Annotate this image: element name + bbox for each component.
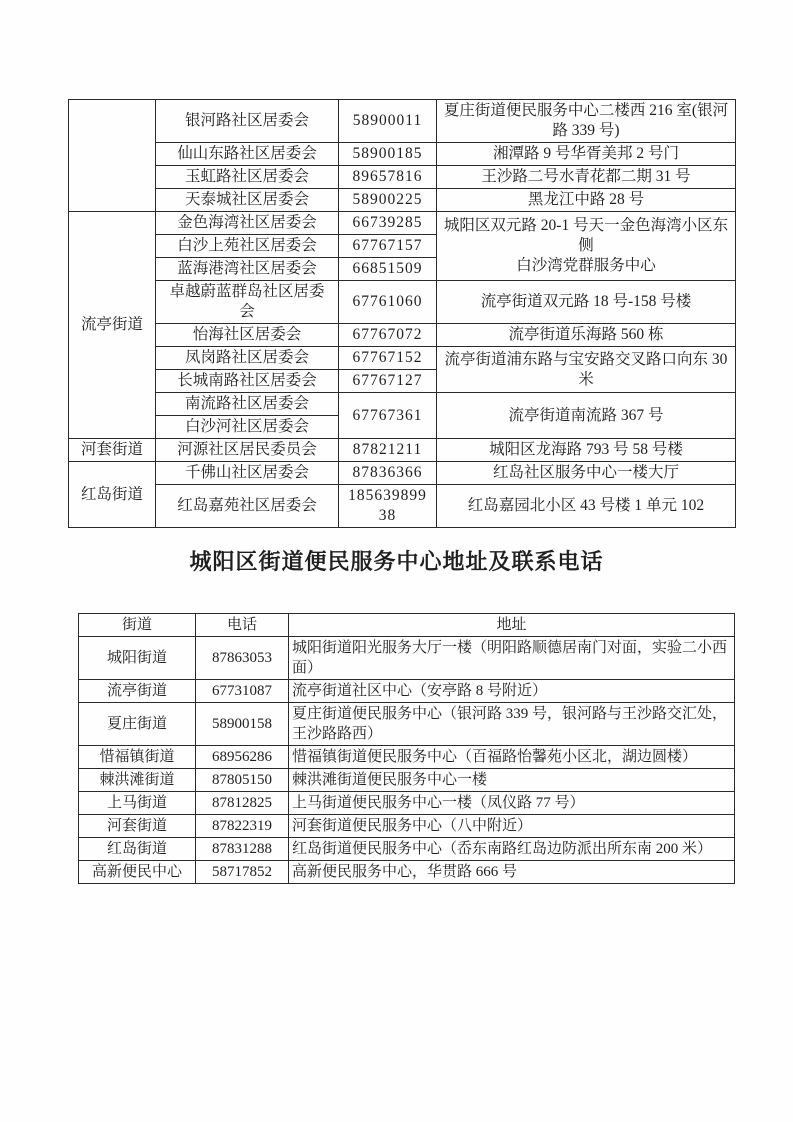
table-row (69, 189, 736, 212)
address-cell: 红岛社区服务中心一楼大厅 (437, 462, 736, 485)
address-cell: 高新便民服务中心，华贯路 666 号 (289, 861, 735, 884)
phone-cell: 87836366 (339, 462, 437, 485)
phone-cell: 67767127 (339, 370, 437, 393)
phone-cell: 67767361 (339, 393, 437, 439)
address-cell: 惜福镇街道便民服务中心（百福路怡馨苑小区北，湖边圆楼） (289, 746, 735, 769)
street-cell: 上马街道 (79, 792, 196, 815)
community-name-cell: 玉虹路社区居委会 (156, 166, 339, 189)
phone-cell: 87805150 (196, 769, 289, 792)
header-address: 地址 (289, 614, 735, 637)
phone-cell: 67767152 (339, 347, 437, 370)
street-cell: 棘洪滩街道 (79, 769, 196, 792)
table-row (79, 746, 735, 769)
table-row (69, 100, 736, 143)
street-cell: 城阳街道 (79, 637, 196, 680)
table-row (69, 281, 736, 324)
table-row (69, 324, 736, 347)
table-row (79, 680, 735, 703)
phone-cell: 67761060 (339, 281, 437, 324)
address-cell: 流亭街道南流路 367 号 (437, 393, 736, 439)
table-row (79, 769, 735, 792)
phone-cell: 87821211 (339, 439, 437, 462)
community-name-cell: 银河路社区居委会 (156, 100, 339, 143)
community-name-cell: 河源社区居民委员会 (156, 439, 339, 462)
street-group-cell (69, 100, 156, 212)
phone-cell: 58900011 (339, 100, 437, 143)
address-cell: 夏庄街道便民服务中心二楼西 216 室(银河路 339 号) (437, 100, 736, 143)
street-group-cell: 河套街道 (69, 439, 156, 462)
phone-cell: 67767072 (339, 324, 437, 347)
phone-cell: 67767157 (339, 235, 437, 258)
community-name-cell: 金色海湾社区居委会 (156, 212, 339, 235)
phone-cell: 89657816 (339, 166, 437, 189)
phone-cell: 68956286 (196, 746, 289, 769)
address-cell: 流亭街道乐海路 560 栋 (437, 324, 736, 347)
street-cell: 惜福镇街道 (79, 746, 196, 769)
address-cell (437, 212, 736, 281)
table-row (79, 815, 735, 838)
header-phone: 电话 (196, 614, 289, 637)
address-cell: 湘潭路 9 号华胥美邦 2 号门 (437, 143, 736, 166)
community-name-cell: 天泰城社区居委会 (156, 189, 339, 212)
service-center-table (78, 613, 735, 884)
phone-cell: 66851509 (339, 258, 437, 281)
table-row (69, 485, 736, 528)
community-name-cell: 南流路社区居委会 (156, 393, 339, 416)
phone-cell: 58900158 (196, 703, 289, 746)
table-row (79, 637, 735, 680)
street-cell: 高新便民中心 (79, 861, 196, 884)
street-group-cell: 流亭街道 (69, 212, 156, 439)
phone-cell: 87822319 (196, 815, 289, 838)
phone-cell: 18563989938 (339, 485, 437, 528)
table-header-row (79, 614, 735, 637)
table-row (79, 838, 735, 861)
phone-cell: 87831288 (196, 838, 289, 861)
table-row (79, 792, 735, 815)
phone-cell: 67731087 (196, 680, 289, 703)
address-cell: 流亭街道双元路 18 号-158 号楼 (437, 281, 736, 324)
address-cell: 红岛嘉园北小区 43 号楼 1 单元 102 (437, 485, 736, 528)
street-cell: 夏庄街道 (79, 703, 196, 746)
header-street: 街道 (79, 614, 196, 637)
community-name-cell: 凤岗路社区居委会 (156, 347, 339, 370)
table-row (69, 462, 736, 485)
address-line: 城阳区双元路 20-1 号天一金色海湾小区东侧 (443, 217, 729, 254)
phone-cell: 58900225 (339, 189, 437, 212)
street-group-cell: 红岛街道 (69, 462, 156, 528)
phone-cell: 87812825 (196, 792, 289, 815)
table-row (69, 439, 736, 462)
community-name-cell: 千佛山社区居委会 (156, 462, 339, 485)
phone-cell: 66739285 (339, 212, 437, 235)
table-row (69, 143, 736, 166)
street-cell: 河套街道 (79, 815, 196, 838)
table-row (79, 861, 735, 884)
address-cell: 红岛街道便民服务中心（岙东南路红岛边防派出所东南 200 米） (289, 838, 735, 861)
community-name-cell: 长城南路社区居委会 (156, 370, 339, 393)
table-row (69, 166, 736, 189)
address-cell: 城阳街道阳光服务大厅一楼（明阳路顺德居南门对面，实验二小西面） (289, 637, 735, 680)
phone-cell: 58717852 (196, 861, 289, 884)
address-cell: 夏庄街道便民服务中心（银河路 339 号，银河路与王沙路交汇处，王沙路路西） (289, 703, 735, 746)
address-cell: 河套街道便民服务中心（八中附近） (289, 815, 735, 838)
street-cell: 红岛街道 (79, 838, 196, 861)
community-name-cell: 卓越蔚蓝群岛社区居委会 (156, 281, 339, 324)
table-row (69, 347, 736, 370)
address-cell: 王沙路二号水青花都二期 31 号 (437, 166, 736, 189)
address-cell: 黑龙江中路 28 号 (437, 189, 736, 212)
community-name-cell: 蓝海港湾社区居委会 (156, 258, 339, 281)
address-cell: 流亭街道浦东路与宝安路交叉路口向东 30 米 (437, 347, 736, 393)
table-row (69, 393, 736, 416)
address-cell: 流亭街道社区中心（安亭路 8 号附近） (289, 680, 735, 703)
phone-cell: 87863053 (196, 637, 289, 680)
address-cell: 城阳区龙海路 793 号 58 号楼 (437, 439, 736, 462)
community-name-cell: 怡海社区居委会 (156, 324, 339, 347)
community-name-cell: 白沙上苑社区居委会 (156, 235, 339, 258)
address-cell: 棘洪滩街道便民服务中心一楼 (289, 769, 735, 792)
address-cell: 上马街道便民服务中心一楼（凤仪路 77 号） (289, 792, 735, 815)
table-row (79, 703, 735, 746)
street-cell: 流亭街道 (79, 680, 196, 703)
section-title: 城阳区街道便民服务中心地址及联系电话 (189, 549, 604, 574)
address-line: 白沙湾党群服务中心 (516, 257, 656, 274)
community-name-cell: 红岛嘉苑社区居委会 (156, 485, 339, 528)
table-row (69, 212, 736, 235)
phone-cell: 58900185 (339, 143, 437, 166)
community-name-cell: 白沙河社区居委会 (156, 416, 339, 439)
community-name-cell: 仙山东路社区居委会 (156, 143, 339, 166)
community-contact-table (68, 99, 736, 528)
